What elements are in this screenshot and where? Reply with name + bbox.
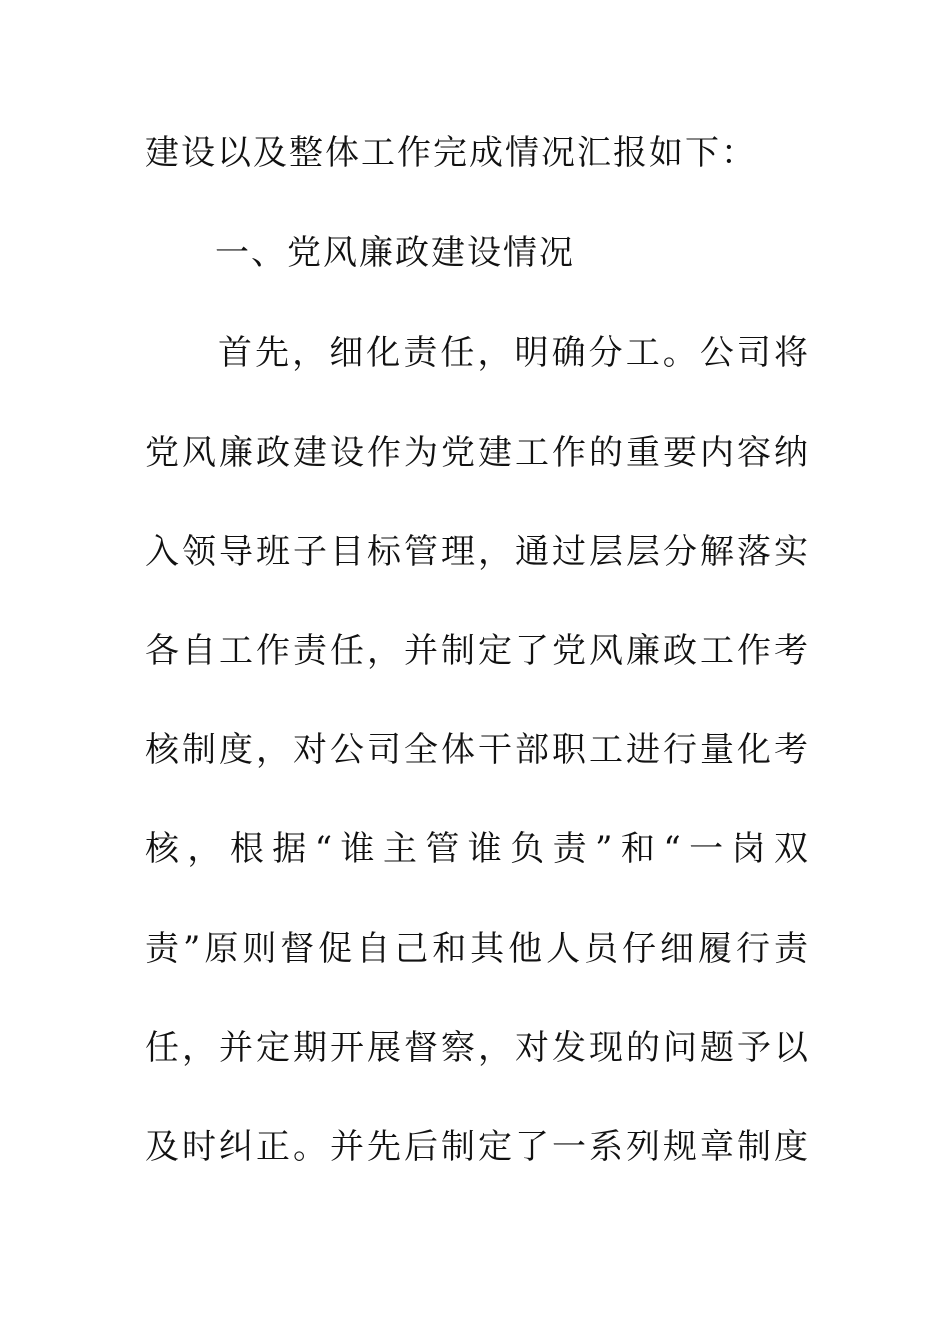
text-line-3: 首先，细化责任，明确分工。公司将 (218, 333, 810, 373)
text-line-8: 核，根据“谁主管谁负责”和“一岗双 (145, 829, 810, 869)
text-line-4: 党风廉政建设作为党建工作的重要内容纳 (145, 433, 810, 473)
text-line-1: 建设以及整体工作完成情况汇报如下： (145, 133, 757, 173)
text-line-5: 入领导班子目标管理，通过层层分解落实 (145, 532, 810, 572)
text-line-6: 各自工作责任，并制定了党风廉政工作考 (145, 631, 810, 671)
text-line-11: 及时纠正。并先后制定了一系列规章制度 (145, 1127, 810, 1167)
section-heading: 一、党风廉政建设情况 (215, 233, 575, 273)
text-line-7: 核制度，对公司全体干部职工进行量化考 (145, 730, 810, 770)
text-line-9: 责”原则督促自己和其他人员仔细履行责 (145, 929, 810, 969)
text-line-10: 任，并定期开展督察，对发现的问题予以 (145, 1028, 810, 1068)
